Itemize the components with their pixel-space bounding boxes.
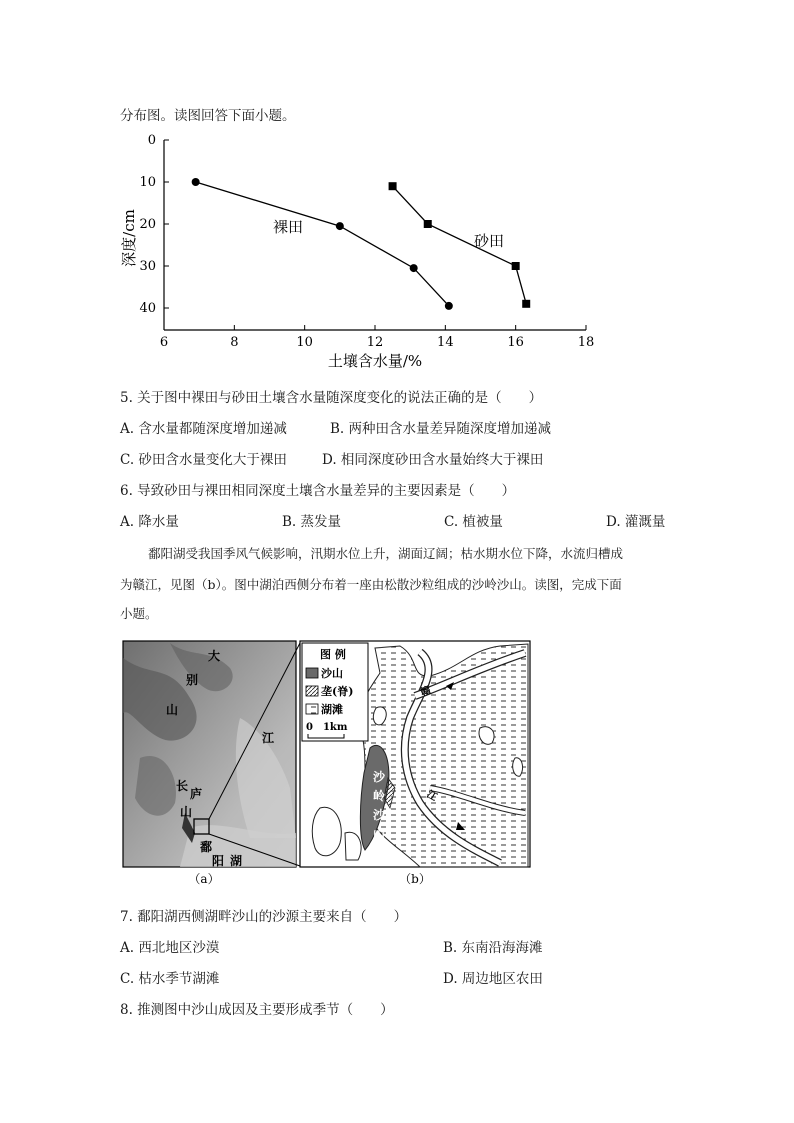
series-line-0 [196, 182, 449, 306]
y-tick-label: 20 [139, 217, 156, 232]
label-hu: 湖 [230, 854, 243, 868]
label-jiang: 江 [262, 731, 275, 745]
y-tick-label: 30 [139, 259, 156, 274]
data-point-square [512, 262, 520, 270]
x-tick-label: 8 [230, 335, 239, 350]
river-label-jiang: 江 [424, 789, 439, 804]
legend-dike: 垄(脊) [321, 685, 354, 698]
soil-moisture-chart [110, 128, 610, 378]
sand-label-3: 沙 [373, 808, 386, 822]
q5-option-a[interactable]: A. 含水量都随深度增加递减 [120, 421, 287, 437]
sand-label-1: 沙 [373, 770, 386, 784]
q6-stem: 6. 导致砂田与裸田相同深度土壤含水量差异的主要因素是（ ） [120, 483, 516, 499]
y-tick-label: 10 [139, 175, 156, 190]
label-lu: 庐 [190, 787, 203, 801]
data-point-square [424, 220, 432, 228]
poyang-lake-maps [120, 638, 540, 890]
series-line-1 [393, 186, 527, 304]
y-tick-label: 0 [147, 133, 156, 148]
data-point-circle [192, 178, 200, 186]
q7-option-a[interactable]: A. 西北地区沙漠 [120, 940, 220, 956]
q5-option-c[interactable]: C. 砂田含水量变化大于裸田 [120, 452, 287, 468]
series-label-bare-field: 裸田 [273, 218, 304, 236]
q7-option-c[interactable]: C. 枯水季节湖滩 [120, 971, 220, 987]
data-point-square [389, 182, 397, 190]
q6-option-a[interactable]: A. 降水量 [120, 514, 179, 530]
data-point-square [522, 300, 530, 308]
legend-scale: 0 1km [306, 722, 348, 733]
y-tick-label: 40 [139, 301, 156, 316]
legend-swatch-beach [306, 704, 318, 714]
q5-stem: 5. 关于图中裸田与砂田土壤含水量随深度变化的说法正确的是（ ） [120, 390, 543, 406]
passage-line-3: 小题。 [120, 606, 158, 621]
legend-swatch-dike [306, 686, 318, 696]
caption-a: （a） [188, 872, 220, 886]
q6-option-b[interactable]: B. 蒸发量 [282, 514, 342, 530]
map-legend [302, 643, 368, 741]
label-shan-1: 山 [166, 703, 179, 717]
series-label-sand-field: 砂田 [474, 232, 505, 250]
intro-line: 分布图。读图回答下面小题。 [120, 108, 296, 124]
label-bie: 别 [186, 673, 199, 687]
y-axis-label: 深度/cm [120, 209, 138, 267]
x-tick-label: 14 [437, 335, 454, 350]
q5-option-b[interactable]: B. 两种田含水量差异随深度增加递减 [330, 421, 552, 437]
map-b [300, 641, 530, 867]
q7-stem: 7. 鄱阳湖西侧湖畔沙山的沙源主要来自（ ） [120, 909, 408, 925]
q6-option-d[interactable]: D. 灌溉量 [606, 514, 666, 530]
x-tick-label: 10 [296, 335, 313, 350]
caption-b: （b） [399, 872, 431, 886]
label-po: 鄱 [200, 840, 213, 854]
label-chang: 长 [176, 779, 189, 793]
legend-sand: 沙山 [321, 667, 343, 680]
q5-option-d[interactable]: D. 相同深度砂田含水量始终大于裸田 [322, 452, 544, 468]
legend-swatch-sand [306, 668, 318, 678]
sand-label-4: 山 [373, 827, 386, 841]
x-tick-label: 18 [577, 335, 595, 350]
river-label-gan: 赣 [419, 685, 433, 699]
label-yang: 阳 [212, 854, 225, 868]
label-da: 大 [208, 649, 221, 663]
x-tick-label: 16 [507, 335, 524, 350]
data-point-circle [410, 264, 418, 272]
passage-line-1: 鄱阳湖受我国季风气候影响，汛期水位上升，湖面辽阔；枯水期水位下降，水流归槽成 [148, 546, 624, 561]
q7-option-b[interactable]: B. 东南沿海海滩 [443, 940, 543, 956]
q8-stem: 8. 推测图中沙山成因及主要形成季节（ ） [120, 1002, 394, 1018]
legend-beach: 湖滩 [321, 703, 343, 716]
q6-option-c[interactable]: C. 植被量 [444, 514, 503, 530]
data-point-circle [336, 222, 344, 230]
sand-label-2: 岭 [373, 789, 386, 803]
label-shan-2: 山 [180, 805, 193, 819]
data-point-circle [445, 302, 453, 310]
passage-line-2: 为赣江，见图（b）。图中湖泊西侧分布着一座由松散沙粒组成的沙岭沙山。读图，完成下面 [120, 577, 622, 592]
x-tick-label: 6 [159, 335, 169, 350]
q7-option-d[interactable]: D. 周边地区农田 [443, 971, 543, 987]
legend-title: 图 例 [320, 648, 346, 661]
x-axis-label: 土壤含水量/% [327, 352, 423, 370]
x-tick-label: 12 [366, 335, 384, 350]
